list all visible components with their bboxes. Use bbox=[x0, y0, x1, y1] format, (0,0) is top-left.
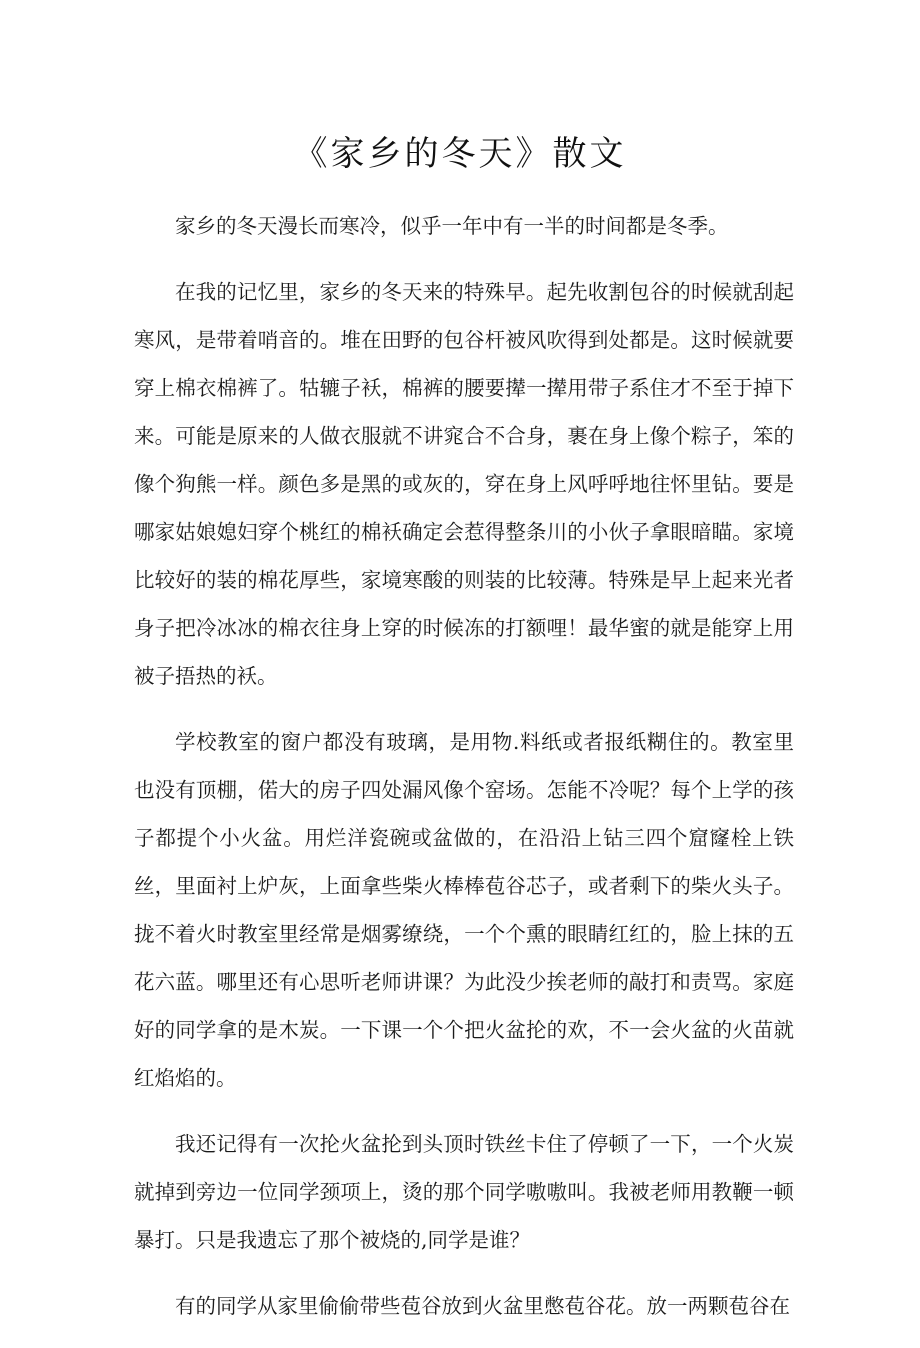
paragraph-1: 家乡的冬天漫长而寒冷，似乎一年中有一半的时间都是冬季。 bbox=[175, 214, 729, 238]
paragraph-4: 我还记得有一次抡火盆抡到头顶时铁丝卡住了停顿了一下，一个火炭就掉到旁边一位同学颈项上，烫的那个同学嗷嗷叫。我被老师用教鞭一顿暴打。只是我遗忘了那个被烧的,同学是谁？ bbox=[134, 1132, 794, 1252]
document-body bbox=[134, 202, 794, 1348]
document-title: 《家乡的冬天》散文 bbox=[293, 134, 627, 174]
paragraph-5: 有的同学从家里偷偷带些苞谷放到火盆里憋苞谷花。放一两颗苞谷在 bbox=[175, 1294, 790, 1318]
paragraph-3: 学校教室的窗户都没有玻璃，是用物.料纸或者报纸糊住的。教室里也没有顶棚，偌大的房子四处漏风像个窑场。怎能不冷呢？每个上学的孩子都提个小火盆。用烂洋瓷碗或盆做的，在沿沿上钻三四个窟窿栓上铁丝，里面衬上炉灰，上面拿些柴火棒棒苞谷芯子，或者剩下的柴火头子。拢不着火时教室里经常是烟雾缭绕，一个个熏的眼睛红红的，脸上抹的五花六蓝。哪里还有心思听老师讲课？为此没少挨老师的敲打和责骂。家庭好的同学拿的是木炭。一下课一个个把火盆抡的欢，不一会火盆的火苗就红焰焰的。 bbox=[134, 730, 794, 1090]
paragraph-2: 在我的记忆里，家乡的冬天来的特殊早。起先收割包谷的时候就刮起寒风，是带着哨音的。堆在田野的包谷杆被风吹得到处都是。这时候就要穿上棉衣棉裤了。牯辘子袄，棉裤的腰要撵一撵用带子系住才不至于掉下来。可能是原来的人做衣服就不讲窕合不合身，裹在身上像个粽子，笨的像个狗熊一样。颜色多是黑的或灰的，穿在身上风呼呼地往怀里钻。要是哪家姑娘媳妇穿个桃红的棉袄确定会惹得整条川的小伙子拿眼暗瞄。家境比较好的装的棉花厚些，家境寒酸的则装的比较薄。特殊是早上起来光者身子把冷冰冰的棉衣往身上穿的时候冻的打额哩！最华蜜的就是能穿上用被子捂热的袄。 bbox=[134, 280, 794, 688]
